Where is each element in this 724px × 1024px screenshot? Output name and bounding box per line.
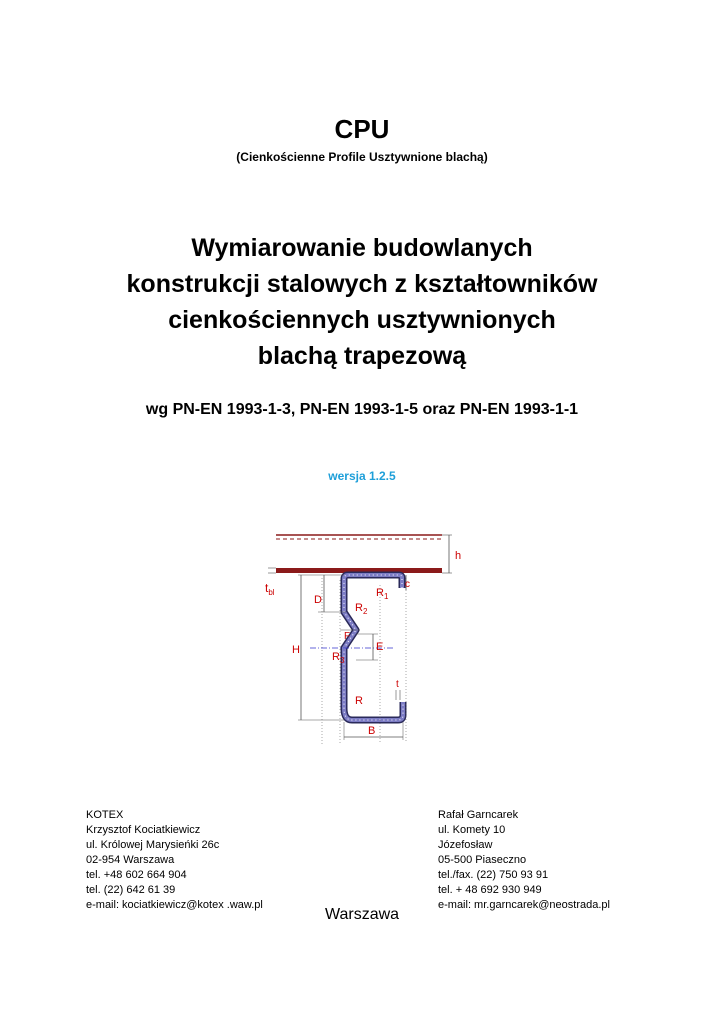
- contact-line: KOTEX: [86, 809, 124, 821]
- label-tbl: $t_{bl}$: [265, 581, 275, 597]
- contact-email: e-mail: mr.garncarek@neostrada.pl: [438, 899, 610, 911]
- contact-line: 05-500 Piaseczno: [438, 854, 527, 866]
- city-label: Warszawa: [324, 906, 400, 923]
- label-F: F: [344, 631, 351, 642]
- label-B: B: [368, 725, 376, 737]
- contact-line: tel. +48 602 664 904: [86, 869, 187, 881]
- contact-line: tel. + 48 692 930 949: [438, 884, 542, 896]
- contact-line: ul. Komety 10: [438, 824, 506, 836]
- label-R1: $R_1$: [376, 587, 389, 601]
- contact-line: 02-954 Warszawa: [86, 854, 175, 866]
- contact-line: ul. Królowej Marysieńki 26c: [86, 839, 220, 851]
- label-t: t: [396, 679, 399, 690]
- version-label: wersja 1.2.5: [328, 469, 396, 483]
- standards-reference: wg PN-EN 1993-1-3, PN-EN 1993-1-5 oraz PN-EN 1993-1-1: [145, 401, 579, 418]
- title-line: Wymiarowanie budowlanych: [191, 234, 533, 262]
- label-H: H: [292, 644, 300, 656]
- label-h: h: [455, 550, 462, 562]
- label-R3: $R_3$: [332, 651, 345, 665]
- author-contact-left: [86, 808, 263, 913]
- document-title: [0, 230, 724, 374]
- profile-shape: [344, 575, 403, 720]
- profile-cross-section-diagram: [255, 525, 462, 745]
- author-contact-right: [438, 808, 610, 913]
- title-line: blachą trapezową: [257, 342, 467, 370]
- contact-line: Rafał Garncarek: [438, 809, 519, 821]
- contact-line: Józefosław: [438, 839, 493, 851]
- label-R2: $R_2$: [355, 602, 368, 616]
- contact-line: Krzysztof Kociatkiewicz: [86, 824, 201, 836]
- label-c: c: [405, 579, 410, 590]
- acronym-title: CPU: [334, 114, 390, 144]
- label-E: E: [376, 641, 384, 653]
- label-R: R: [355, 695, 363, 707]
- contact-line: tel. (22) 642 61 39: [86, 884, 176, 896]
- acronym-subtitle: (Cienkościenne Profile Usztywnione blachą): [236, 150, 488, 164]
- title-line: cienkościennych usztywnionych: [168, 306, 556, 334]
- contact-email: e-mail: kociatkiewicz@kotex .waw.pl: [86, 899, 263, 911]
- title-line: konstrukcji stalowych z kształtowników: [126, 270, 598, 298]
- contact-line: tel./fax. (22) 750 93 91: [438, 869, 549, 881]
- label-D: D: [314, 594, 322, 606]
